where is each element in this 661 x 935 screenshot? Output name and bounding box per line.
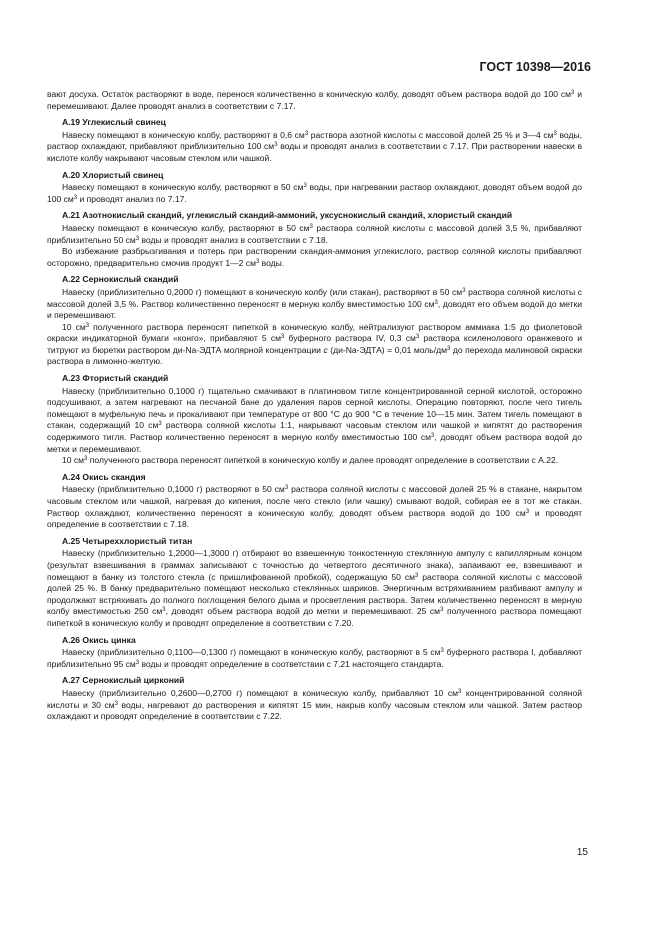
paragraph: Навеску (приблизительно 0,2000 г) помещают в коническую колбу (или стакан), растворяют в 50 $см^3$ раствора соляной кислоты с массовой долей 3,5 %. Раствор количественно переносят в мерную колбу вместимостью 100 $см^3$, доводят его объем водой до метки и перемешивают. — [47, 286, 582, 321]
section-heading: А.26 Окись цинка — [62, 634, 136, 645]
paragraph: Во избежание разбрызгивания и потерь при растворении скандия-аммония углекислого, раствор соляной кислоты прибавляют осторожно, предварительно смочив продукт 1—2 $см^3$ воды. — [47, 246, 582, 268]
document-body — [47, 89, 582, 723]
paragraph: Навеску помещают в коническую колбу, растворяют в 50 $см^3$ воды, при нагревании раствор охлаждают, доводят объем водой до 100 $см^3$ и проводят анализ по 7.17. — [47, 182, 582, 204]
paragraph: Навеску (приблизительно 1,2000—1,3000 г) отбирают во взвешенную тонкостенную стеклянную ампулу с капиллярным концом (результат взвешивания в граммах записывают с точностью до четвертого десятичного знака), запаивают ее, взвешивают и помещают в банку из толстого стекла (с пришлифованной пробкой), содержащую 50 $см^3$ раствора соляной кислоты с массовой долей 25 %. В банку предварительно помещают несколько стеклянных шариков. Энергичным встряхиванием разбивают ампулу и продолжают встряхивать до полного поглощения белого дыма и просветления раствора. Затем количественно переносят в мерную колбу вместимостью 250 $см^3$, доводят объем раствора водой до метки и перемешивают. 25 $см^3$ полученного раствора помещают пипеткой в коническую колбу и проводят определение в соответствии с 7.20. — [47, 548, 582, 628]
paragraph: Навеску помещают в коническую колбу, растворяют в 50 $см^3$ раствора соляной кислоты с массовой долей 3,5 %, прибавляют приблизительно 50 $см^3$ воды и проводят анализ в соответствии с 7.18. — [47, 222, 582, 245]
document-header: ГОСТ 10398—2016 — [479, 60, 591, 74]
section-heading: А.23 Фтористый скандий — [62, 373, 169, 384]
page-number: 15 — [576, 847, 588, 858]
section-heading: А.27 Сернокислый цирконий — [62, 675, 185, 686]
paragraph: 10 $см^3$ полученного раствора переносят пипеткой в коническую колбу и далее проводят определение в соответствии с А.22. — [62, 455, 559, 466]
paragraph: Навеску (приблизительно 0,1100—0,1300 г) помещают в коническую колбу, растворяют в 5 $см^3$ буферного раствора I, добавляют приблизительно 95 $см^3$ воды и проводят определение в соответствии с 7.21 настоящего стандарта. — [47, 647, 582, 669]
section-heading: А.24 Окись скандия — [62, 471, 146, 482]
paragraph: Навеску (приблизительно 0,2600—0,2700 г) помещают в коническую колбу, прибавляют 10 $см^3$ концентрированной соляной кислоты и 30 $см^3$ воды, нагревают до растворения и кипятят 15 мин, накрыв колбу часовым стеклом или чашкой. Затем раствор охлаждают и проводят определение в соответствии с 7.22. — [47, 687, 582, 722]
section-heading: А.20 Хлористый свинец — [62, 169, 164, 180]
paragraph: Навеску (приблизительно 0,1000 г) растворяют в 50 $см^3$ раствора соляной кислоты с массовой долей 25 % в стакане, накрытом часовым стеклом или чашкой, нагревая до кипения, после чего стекло (или чашку) смывают водой, собирая ее в тот же стакан. Раствор охлаждают, количественно переносят в коническую колбу, доводят объем раствора водой до 100 $см^3$ и проводят определение в соответствии с 7.18. — [47, 484, 582, 530]
section-heading: А.21 Азотнокислый скандий, углекислый скандий-аммоний, уксуснокислый скандий, хлористый скандий — [62, 210, 513, 221]
paragraph: вают досуха. Остаток растворяют в воде, перенося количественно в коническую колбу, доводят объем раствора водой до 100 $см^3$ и перемешивают. Далее проводят анализ в соответствии с 7.17. — [47, 89, 582, 111]
section-heading: А.19 Углекислый свинец — [62, 117, 166, 128]
paragraph: Навеску помещают в коническую колбу, растворяют в 0,6 $см^3$ раствора азотной кислоты с массовой долей 25 % и 3—4 $см^3$ воды, раствор охлаждают, прибавляют приблизительно 100 $см^3$ воды и проводят анализ в соответствии с 7.17. При растворении навески в кислоте колбу накрывают часовым стеклом или чашкой. — [47, 129, 583, 163]
paragraph: Навеску (приблизительно 0,1000 г) тщательно смачивают в платиновом тигле концентрированной серной кислотой, осторожно подсушивают, а затем нагревают на песчаной бане до удаления паров серной кислоты. Операцию повторяют, после чего тигель помещают в муфельную печь и прокаливают при температуре от 800 °С до 900 °С в течение 10—15 мин. Затем тигель помещают в стакан, содержащий 10 $см^3$ раствора соляной кислоты 1:1, накрывают часовым стеклом или чашкой и кипятят до растворения содержимого тигля. Раствор количественно переносят в мерную колбу вместимостью 100 $см^3$, доводят объем раствора водой до метки и перемешивают. — [47, 385, 582, 454]
section-heading: А.25 Четыреххлористый титан — [62, 535, 193, 546]
section-heading: А.22 Сернокислый скандий — [62, 274, 179, 285]
paragraph: 10 $см^3$ полученного раствора переносят пипеткой в коническую колбу, нейтрализуют раствором аммиака 1:5 до фиолетовой окраски индикаторной бумаги «конго», прибавляют 5 $см^3$ буферного раствора IV, 0,3 $см^3$ раствора ксиленолового оранжевого и титруют из бюретки раствором ди-Na-ЭДТА молярной концентрации c (ди-Na-ЭДТА) = 0,01 моль/$дм^3$ до перехода малиновой окраски раствора в лимонно-желтую. — [47, 321, 583, 367]
